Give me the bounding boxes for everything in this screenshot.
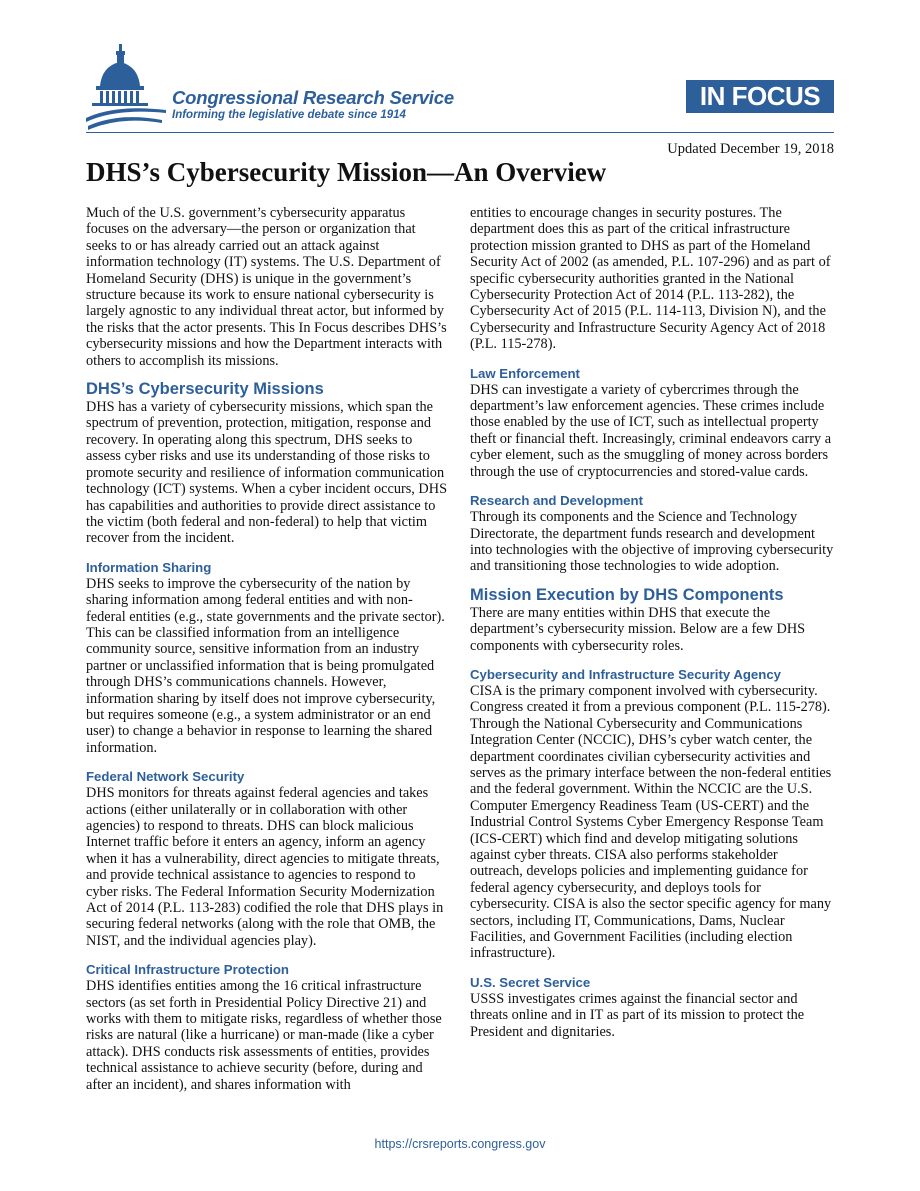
organization-name: Congressional Research Service <box>172 87 454 108</box>
critical-infrastructure-paragraph: DHS identifies entities among the 16 critical infrastructure sectors (as set forth in Presidential Policy Directive 21) and works with them to mitigate risks, regardless of whether those risks are natural (like a hurricane) or man-made (like a cyber attack). DHS conducts risk assessments of entities, provides technical assistance to achieve security (before, during and after an incident), and shares information with <box>86 978 442 1093</box>
missions-paragraph: DHS has a variety of cybersecurity missions, which span the spectrum of prevention, protection, mitigation, response and recovery. In operating along this spectrum, DHS seeks to assess cyber risks and use its understanding of those risks to promote security and resilience of information communication technology (ICT) systems. When a cyber incident occurs, DHS has capabilities and authorities to provide direct assistance to the victim (both federal and non-federal) to help that victim recover from the incident. <box>86 399 448 547</box>
mission-execution-paragraph: There are many entities within DHS that execute the department’s cybersecurity mission. Below are a few DHS components with cybersecurity roles. <box>470 604 806 654</box>
law-enforcement-paragraph: DHS can investigate a variety of cybercrimes through the department’s law enforcement agencies. These crimes include those enabled by the use of ICT, such as intellectual property theft or financial theft. Increasingly, criminal endeavors carry a cyber element, such as the smuggling of money across borders through the use of cryptocurrencies and stored-value cards. <box>470 381 832 480</box>
research-development-paragraph: Through its components and the Science and Technology Directorate, the department funds research and development into technologies with the objective of improving cybersecurity and transitioning those technologies to wide adoption. <box>470 509 834 575</box>
secret-service-heading: U.S. Secret Service <box>470 974 591 990</box>
federal-network-security-heading: Federal Network Security <box>86 769 245 785</box>
mission-execution-heading: Mission Execution by DHS Components <box>470 585 784 604</box>
cisa-heading: Cybersecurity and Infrastructure Security Agency <box>470 666 781 682</box>
header-rule <box>86 132 834 133</box>
cisa-paragraph: CISA is the primary component involved with cybersecurity. Congress created it from a previous component (P.L. 115-278). Through the National Cybersecurity and Communications Integration Center (NCCIC), DHS’s cyber watch center, the department coordinates civilian cybersecurity activities and serves as the primary interface between the non-federal entities and the federal government. Within the NCCIC are the U.S. Computer Emergency Readiness Team (US-CERT) and the Industrial Control Systems Cyber Emergency Response Team (ICS-CERT) which find and develop mitigating solutions against cyber threats. CISA also performs stakeholder outreach, develops policies and implementing guidance for federal agency cybersecurity, and deploys tools for cybersecurity. CISA is also the sector specific agency for many sectors, including IT, Communications, Dams, Nuclear Facilities, and Government Facilities (including election infrastructure). <box>470 682 832 962</box>
right-column <box>470 205 834 1040</box>
footer-url-link[interactable]: https://crsreports.congress.gov <box>374 1137 546 1151</box>
federal-network-security-paragraph: DHS monitors for threats against federal agencies and takes actions (either unilaterally or in collaboration with other agencies) to respond to threats. DHS can block malicious Internet traffic before it enters an agency, inform an agency when it has a vulnerability, direct agencies to mitigate threats, and provide technical assistance to agencies to respond to cyber risks. The Federal Information Security Modernization Act of 2014 (P.L. 113-283) codified the role that DHS plays in securing federal networks (along with the role that OMB, the NIST, and the individual agencies play). <box>86 785 444 949</box>
research-development-heading: Research and Development <box>470 493 643 509</box>
intro-paragraph: Much of the U.S. government’s cybersecurity apparatus focuses on the adversary—the person or organization that seeks to or has already carried out an attack against information technology (IT) systems. The U.S. Department of Homeland Security (DHS) is unique in the government’s structure because its work to ensure national cybersecurity is largely agnostic to any individual threat actor, but informed by the risks that the actor presents. This In Focus describes DHS’s cybersecurity missions and how the Department interacts with others to accomplish its missions. <box>86 205 447 369</box>
left-column <box>86 205 450 1093</box>
information-sharing-paragraph: DHS seeks to improve the cybersecurity of the nation by sharing information among federal entities and with non-federal entities (e.g., state governments and the private sector). This can be classified information from an intelligence community source, sensitive information from an industry partner or unclassified information that is being promulgated through DHS’s communications channels. However, information sharing by itself does not improve cybersecurity, but requires someone (e.g., a system administrator or an end user) to change a behavior in response to learning the shared information. <box>86 575 445 756</box>
secret-service-paragraph: USSS investigates crimes against the financial sector and threats online and in IT as part of its mission to protect the President and dignitaries. <box>470 990 805 1040</box>
organization-tagline: Informing the legislative debate since 1914 <box>172 109 406 121</box>
capitol-dome-logo <box>86 40 178 130</box>
updated-date: Updated December 19, 2018 <box>667 141 834 157</box>
information-sharing-heading: Information Sharing <box>86 559 212 575</box>
in-focus-badge: IN FOCUS <box>686 80 834 113</box>
critical-infrastructure-continued: entities to encourage changes in security postures. The department does this as part of the critical infrastructure protection mission granted to DHS as part of the Homeland Security Act of 2002 (as amended, P.L. 107-296) and as part of specific cybersecurity authorities granted in the National Cybersecurity Protection Act of 2014 (P.L. 113-282), the Cybersecurity Act of 2015 (P.L. 114-113, Division N), and the Cybersecurity and Infrastructure Security Agency Act of 2018 (P.L. 115-278). <box>470 205 831 353</box>
law-enforcement-heading: Law Enforcement <box>470 365 580 381</box>
critical-infrastructure-heading: Critical Infrastructure Protection <box>86 962 289 978</box>
missions-heading: DHS’s Cybersecurity Missions <box>86 380 324 399</box>
document-title: DHS’s Cybersecurity Mission—An Overview <box>86 157 607 187</box>
